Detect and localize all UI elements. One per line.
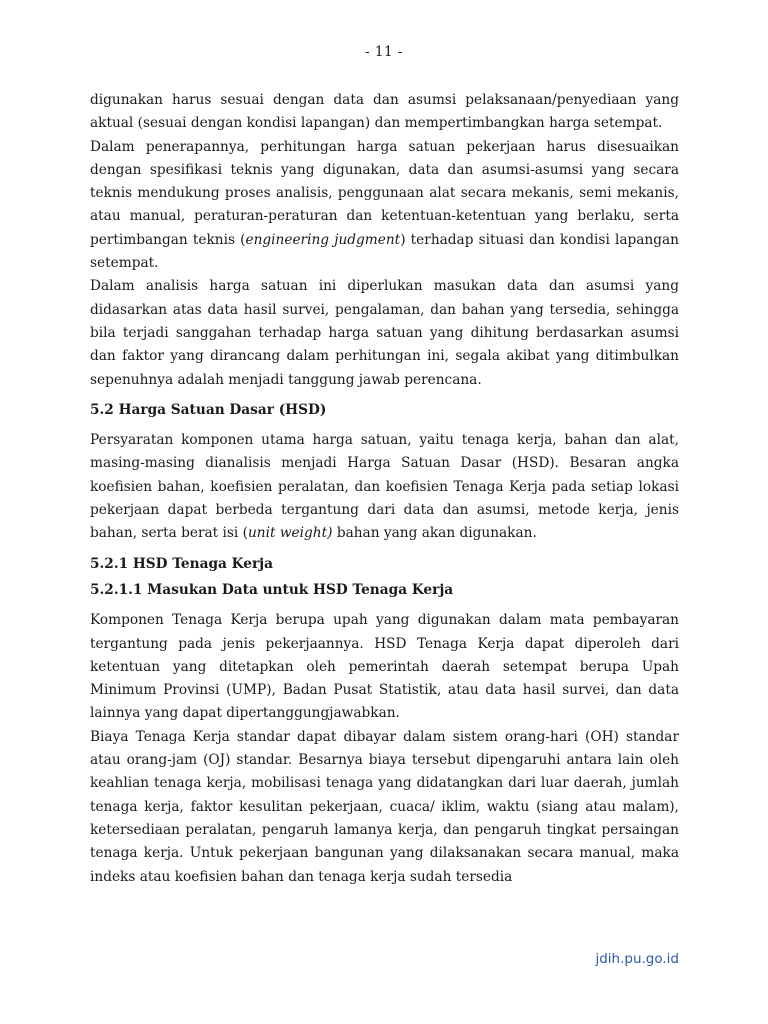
paragraph-persyaratan-text: Persyaratan komponen utama harga satuan, yaitu tenaga kerja, bahan dan alat, masing-masing dianalisis menjadi Harga Satuan Dasar (HSD). Besaran angka koefisien bahan, koefisien peralatan, dan koefisien Tenaga Kerja pada setiap lokasi pekerjaan dapat berbeda tergantung dari data dan asumsi, metode kerja, jenis bahan, serta berat isi ( [90, 432, 679, 542]
heading-5-2-1: 5.2.1 HSD Tenaga Kerja [90, 555, 274, 572]
footer-source-link: jdih.pu.go.id [595, 951, 679, 967]
paragraph-persyaratan [90, 429, 679, 545]
paragraph-penerapan [90, 136, 679, 276]
unit-weight-term: unit weight) [247, 525, 333, 542]
paragraph-penerapan-text-end: ) terhadap situasi dan kondisi lapangan setempat. [90, 231, 679, 272]
heading-5-2: 5.2 Harga Satuan Dasar (HSD) [90, 401, 327, 418]
paragraph-komponen-tenaga-kerja: Komponen Tenaga Kerja berupa upah yang digunakan dalam mata pembayaran tergantung pada jenis pekerjaannya. HSD Tenaga Kerja dapat diperoleh dari ketentuan yang ditetapkan oleh pemerintah daerah setempat berupa Upah Minimum Provinsi (UMP), Badan Pusat Statistik, atau data hasil survei, dan data lainnya yang dapat dipertanggungjawabkan. [90, 612, 679, 722]
paragraph-penerapan-text: Dalam penerapannya, perhitungan harga satuan pekerjaan harus disesuaikan dengan spesifikasi teknis yang digunakan, data dan asumsi-asumsi yang secara teknis mendukung proses analisis, penggunaan alat secara mekanis, semi mekanis, atau manual, peraturan-peraturan dan ketentuan-ketentuan yang berlaku, serta pertimbangan teknis ( [90, 138, 679, 248]
document-body [90, 89, 679, 889]
engineering-judgment-term: engineering judgment [245, 231, 401, 248]
paragraph-persyaratan-text-end: bahan yang akan digunakan. [332, 525, 537, 542]
paragraph-analisis: Dalam analisis harga satuan ini diperlukan masukan data dan asumsi yang didasarkan atas data hasil survei, pengalaman, dan bahan yang tersedia, sehingga bila terjadi sanggahan terhadap harga satuan yang dihitung berdasarkan asumsi dan faktor yang dirancang dalam perhitungan ini, segala akibat yang ditimbulkan sepenuhnya adalah menjadi tanggung jawab perencana. [90, 278, 679, 388]
paragraph-asumsi-harga: digunakan harus sesuai dengan data dan asumsi pelaksanaan/penyediaan yang aktual (sesuai dengan kondisi lapangan) dan mempertimbangkan harga setempat. [90, 92, 679, 132]
paragraph-biaya-tenaga-kerja: Biaya Tenaga Kerja standar dapat dibayar dalam sistem orang-hari (OH) standar atau orang-jam (OJ) standar. Besarnya biaya tersebut dipengaruhi antara lain oleh keahlian tenaga kerja, mobilisasi tenaga yang didatangkan dari luar daerah, jumlah tenaga kerja, faktor kesulitan pekerjaan, cuaca/ iklim, waktu (siang atau malam), ketersediaan peralatan, pengaruh lamanya kerja, dan pengaruh tingkat persaingan tenaga kerja. Untuk pekerjaan bangunan yang dilaksanakan secara manual, maka indeks atau koefisien bahan dan tenaga kerja sudah tersedia [90, 728, 679, 885]
page-number: - 11 - [365, 44, 403, 60]
heading-5-2-1-1: 5.2.1.1 Masukan Data untuk HSD Tenaga Kerja [90, 581, 454, 598]
